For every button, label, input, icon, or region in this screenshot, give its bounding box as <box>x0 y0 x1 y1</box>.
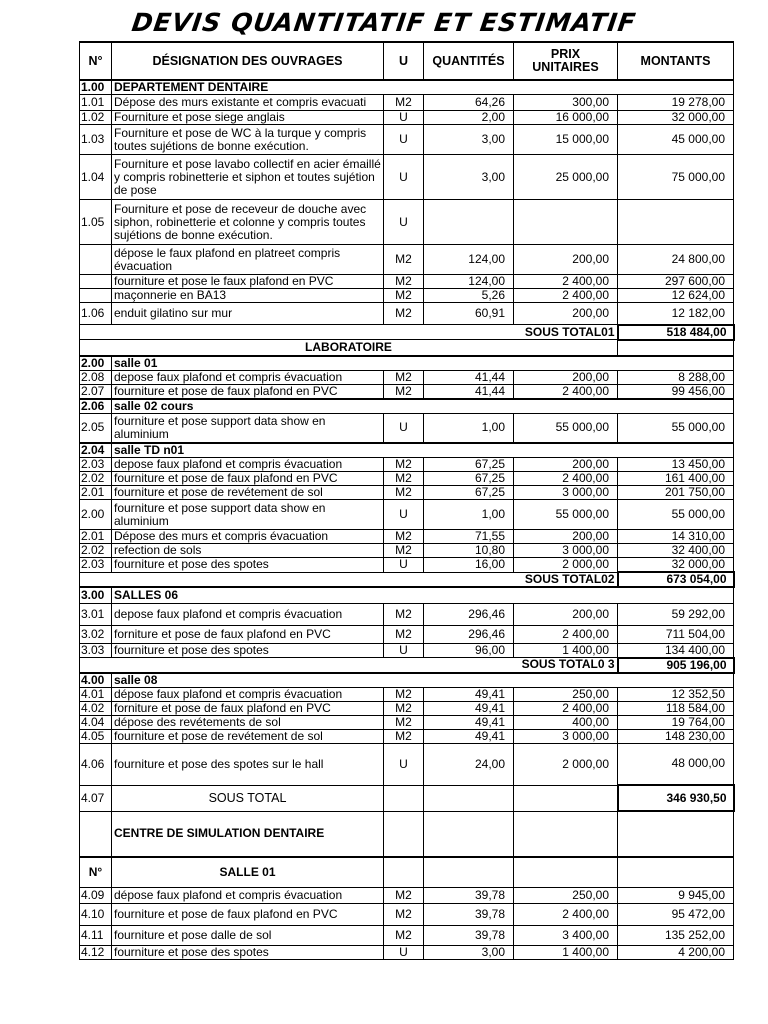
subtotal-label: SOUS TOTAL01 <box>80 325 618 340</box>
item-amount: 135 252,00 <box>618 925 734 945</box>
item-code: 4.09 <box>80 887 112 903</box>
item-designation: forniture et pose de faux plafond en PVC <box>112 701 384 715</box>
item-unit: U <box>384 413 424 443</box>
item-designation: fourniture et pose de faux plafond en PVC <box>112 384 384 399</box>
table-row <box>80 558 734 573</box>
item-amount: 297 600,00 <box>618 275 734 289</box>
item-designation: fourniture et pose des spotes sur le hall <box>112 743 384 785</box>
item-unit-price: 2 400,00 <box>514 289 618 303</box>
subtotal-row <box>80 572 734 587</box>
item-quantity: 3,00 <box>424 155 514 200</box>
item-unit: M2 <box>384 370 424 384</box>
table-row <box>80 303 734 325</box>
header-unit-price: PRIX UNITAIRES <box>514 42 618 80</box>
estimate-table <box>79 41 735 960</box>
item-amount: 19 278,00 <box>618 95 734 111</box>
table-row <box>80 472 734 486</box>
section-code: 2.06 <box>80 399 112 414</box>
item-unit-price: 15 000,00 <box>514 125 618 155</box>
item-quantity: 49,41 <box>424 715 514 729</box>
empty-cell <box>384 785 424 811</box>
item-unit-price: 25 000,00 <box>514 155 618 200</box>
item-unit-price: 55 000,00 <box>514 413 618 443</box>
table-row <box>80 625 734 643</box>
item-unit-price <box>514 200 618 245</box>
header-quantity: QUANTITÉS <box>424 42 514 80</box>
item-amount: 32 000,00 <box>618 111 734 125</box>
item-code: 2.02 <box>80 544 112 558</box>
item-unit-price: 1 400,00 <box>514 643 618 658</box>
item-amount <box>618 200 734 245</box>
item-amount: 32 400,00 <box>618 544 734 558</box>
item-amount: 95 472,00 <box>618 903 734 925</box>
item-code <box>80 245 112 275</box>
section-code: 4.00 <box>80 673 112 688</box>
item-quantity: 24,00 <box>424 743 514 785</box>
item-code: 2.03 <box>80 558 112 573</box>
item-code: 1.04 <box>80 155 112 200</box>
item-unit-price: 200,00 <box>514 245 618 275</box>
room-no-label: N° <box>80 857 112 887</box>
table-row <box>80 887 734 903</box>
empty-cell <box>514 857 618 887</box>
table-row <box>80 486 734 500</box>
item-designation: Fourniture et pose siege anglais <box>112 111 384 125</box>
item-quantity: 49,41 <box>424 687 514 701</box>
empty-cell <box>514 811 618 857</box>
item-code: 4.10 <box>80 903 112 925</box>
table-row <box>80 200 734 245</box>
table-row <box>80 530 734 544</box>
item-designation: dépose le faux plafond en platreet compris évacuation <box>112 245 384 275</box>
item-code: 1.03 <box>80 125 112 155</box>
item-amount: 75 000,00 <box>618 155 734 200</box>
item-amount: 201 750,00 <box>618 486 734 500</box>
item-quantity: 124,00 <box>424 245 514 275</box>
item-unit: M2 <box>384 687 424 701</box>
item-quantity: 296,46 <box>424 625 514 643</box>
item-designation: fourniture et pose dalle de sol <box>112 925 384 945</box>
table-row <box>80 458 734 472</box>
item-designation: fourniture et pose de faux plafond en PVC <box>112 903 384 925</box>
item-code: 4.02 <box>80 701 112 715</box>
item-designation: fourniture et pose des spotes <box>112 945 384 959</box>
item-unit: U <box>384 200 424 245</box>
item-code: 2.02 <box>80 472 112 486</box>
item-unit-price: 250,00 <box>514 887 618 903</box>
table-row <box>80 289 734 303</box>
item-designation: fourniture et pose des spotes <box>112 643 384 658</box>
item-code: 4.04 <box>80 715 112 729</box>
table-row <box>80 275 734 289</box>
table-row <box>80 603 734 625</box>
item-code <box>80 289 112 303</box>
item-unit-price: 2 000,00 <box>514 743 618 785</box>
item-amount: 55 000,00 <box>618 500 734 530</box>
subtotal-row <box>80 785 734 811</box>
header-row <box>80 42 734 80</box>
table-row <box>80 544 734 558</box>
item-amount: 14 310,00 <box>618 530 734 544</box>
item-code: 4.11 <box>80 925 112 945</box>
item-unit-price: 400,00 <box>514 715 618 729</box>
item-amount: 55 000,00 <box>618 413 734 443</box>
item-quantity: 124,00 <box>424 275 514 289</box>
item-code: 4.01 <box>80 687 112 701</box>
item-unit: M2 <box>384 715 424 729</box>
item-quantity: 2,00 <box>424 111 514 125</box>
item-amount: 12 624,00 <box>618 289 734 303</box>
header-amount: MONTANTS <box>618 42 734 80</box>
item-quantity: 96,00 <box>424 643 514 658</box>
empty-cell <box>424 857 514 887</box>
header-designation: DÉSIGNATION DES OUVRAGES <box>112 42 384 80</box>
section-title: salle 08 <box>112 673 734 688</box>
table-row <box>80 111 734 125</box>
empty-cell <box>514 785 618 811</box>
item-quantity: 16,00 <box>424 558 514 573</box>
item-unit-price: 200,00 <box>514 303 618 325</box>
empty-cell <box>384 811 424 857</box>
item-code: 2.03 <box>80 458 112 472</box>
item-code: 3.02 <box>80 625 112 643</box>
empty-cell <box>618 340 734 356</box>
item-unit-price: 2 400,00 <box>514 275 618 289</box>
subtotal-amount: 905 196,00 <box>618 658 734 673</box>
empty-cell <box>618 857 734 887</box>
item-amount: 24 800,00 <box>618 245 734 275</box>
item-unit: M2 <box>384 925 424 945</box>
section-row <box>80 587 734 603</box>
item-code: 4.05 <box>80 729 112 743</box>
item-unit: M2 <box>384 603 424 625</box>
item-code: 2.01 <box>80 530 112 544</box>
table-row <box>80 95 734 111</box>
item-quantity: 1,00 <box>424 500 514 530</box>
item-quantity: 41,44 <box>424 370 514 384</box>
empty-cell <box>80 811 112 857</box>
item-quantity: 71,55 <box>424 530 514 544</box>
item-amount: 134 400,00 <box>618 643 734 658</box>
item-unit: M2 <box>384 95 424 111</box>
item-quantity: 3,00 <box>424 945 514 959</box>
section-code: 3.00 <box>80 587 112 603</box>
item-unit-price: 2 400,00 <box>514 903 618 925</box>
item-unit-price: 2 400,00 <box>514 701 618 715</box>
item-unit-price: 2 400,00 <box>514 472 618 486</box>
item-quantity: 3,00 <box>424 125 514 155</box>
section-code: 1.00 <box>80 80 112 95</box>
item-amount: 13 450,00 <box>618 458 734 472</box>
item-code: 1.05 <box>80 200 112 245</box>
item-unit: M2 <box>384 544 424 558</box>
subtotal-label: SOUS TOTAL0 3 <box>80 658 618 673</box>
item-unit: M2 <box>384 729 424 743</box>
table-row <box>80 155 734 200</box>
item-quantity: 10,80 <box>424 544 514 558</box>
table-row <box>80 715 734 729</box>
empty-cell <box>424 811 514 857</box>
room-title: SALLE 01 <box>112 857 384 887</box>
section-row <box>80 356 734 371</box>
empty-cell <box>618 811 734 857</box>
item-unit: U <box>384 125 424 155</box>
item-code: 2.00 <box>80 500 112 530</box>
item-amount: 4 200,00 <box>618 945 734 959</box>
section-title: salle 01 <box>112 356 734 371</box>
item-designation: fourniture et pose support data show en aluminium <box>112 500 384 530</box>
item-designation: fourniture et pose de revétement de sol <box>112 486 384 500</box>
department-title: CENTRE DE SIMULATION DENTAIRE <box>112 811 384 857</box>
item-unit: U <box>384 155 424 200</box>
item-code: 1.06 <box>80 303 112 325</box>
subtotal-row <box>80 325 734 340</box>
section-row <box>80 399 734 414</box>
item-designation: dépose faux plafond et compris évacuation <box>112 687 384 701</box>
item-quantity: 296,46 <box>424 603 514 625</box>
item-unit-price: 1 400,00 <box>514 945 618 959</box>
department-heading <box>80 811 734 857</box>
table-row <box>80 945 734 959</box>
item-code: 2.08 <box>80 370 112 384</box>
item-amount: 19 764,00 <box>618 715 734 729</box>
item-quantity: 67,25 <box>424 472 514 486</box>
item-amount: 711 504,00 <box>618 625 734 643</box>
table-row <box>80 925 734 945</box>
item-unit-price: 3 000,00 <box>514 729 618 743</box>
table-row <box>80 701 734 715</box>
item-unit-price: 3 400,00 <box>514 925 618 945</box>
item-code: 2.01 <box>80 486 112 500</box>
item-designation: Fourniture et pose lavabo collectif en acier émaillé y compris robinetterie et siphon et toutes sujétion de pose <box>112 155 384 200</box>
item-designation: forniture et pose de faux plafond en PVC <box>112 625 384 643</box>
table-row <box>80 687 734 701</box>
subtotal-row <box>80 658 734 673</box>
item-unit: M2 <box>384 245 424 275</box>
table-row <box>80 245 734 275</box>
item-amount: 32 000,00 <box>618 558 734 573</box>
section-code: 2.04 <box>80 443 112 458</box>
table-row <box>80 125 734 155</box>
item-designation: Fourniture et pose de receveur de douche avec siphon, robinetterie et colonne y compris toutes sujétions de bonne exécution. <box>112 200 384 245</box>
item-amount: 161 400,00 <box>618 472 734 486</box>
table-row <box>80 743 734 785</box>
item-designation: dépose faux plafond et compris évacuation <box>112 887 384 903</box>
subtotal-label: SOUS TOTAL <box>112 785 384 811</box>
subtotal-label: SOUS TOTAL02 <box>80 572 618 587</box>
subtotal-amount: 673 054,00 <box>618 572 734 587</box>
item-unit: M2 <box>384 701 424 715</box>
item-quantity: 49,41 <box>424 729 514 743</box>
table-row <box>80 500 734 530</box>
table-row <box>80 370 734 384</box>
item-amount: 45 000,00 <box>618 125 734 155</box>
item-unit-price: 55 000,00 <box>514 500 618 530</box>
item-amount: 118 584,00 <box>618 701 734 715</box>
header-no: N° <box>80 42 112 80</box>
item-unit-price: 2 400,00 <box>514 384 618 399</box>
item-code: 1.02 <box>80 111 112 125</box>
table-row <box>80 413 734 443</box>
item-unit-price: 200,00 <box>514 530 618 544</box>
item-quantity: 67,25 <box>424 458 514 472</box>
item-code: 3.03 <box>80 643 112 658</box>
item-code: 1.01 <box>80 95 112 111</box>
item-unit: M2 <box>384 530 424 544</box>
item-designation: fourniture et pose le faux plafond en PVC <box>112 275 384 289</box>
empty-cell <box>424 785 514 811</box>
section-title: salle 02 cours <box>112 399 734 414</box>
item-code: 4.06 <box>80 743 112 785</box>
item-amount: 48 000,00 <box>618 743 734 785</box>
item-code: 2.05 <box>80 413 112 443</box>
section-title: SALLES 06 <box>112 587 734 603</box>
section-row <box>80 443 734 458</box>
item-amount: 8 288,00 <box>618 370 734 384</box>
section-code: 2.00 <box>80 356 112 371</box>
item-quantity: 60,91 <box>424 303 514 325</box>
item-unit: M2 <box>384 275 424 289</box>
item-unit: M2 <box>384 625 424 643</box>
item-quantity <box>424 200 514 245</box>
item-quantity: 67,25 <box>424 486 514 500</box>
item-unit: M2 <box>384 289 424 303</box>
section-title: salle TD n01 <box>112 443 734 458</box>
table-row <box>80 903 734 925</box>
item-unit: U <box>384 558 424 573</box>
item-designation: depose faux plafond et compris évacuation <box>112 458 384 472</box>
item-quantity: 1,00 <box>424 413 514 443</box>
item-unit: U <box>384 945 424 959</box>
department-heading <box>80 340 734 356</box>
room-heading <box>80 857 734 887</box>
section-row <box>80 80 734 95</box>
item-amount: 148 230,00 <box>618 729 734 743</box>
item-quantity: 64,26 <box>424 95 514 111</box>
item-unit: M2 <box>384 384 424 399</box>
item-unit-price: 200,00 <box>514 458 618 472</box>
item-quantity: 39,78 <box>424 925 514 945</box>
item-unit-price: 200,00 <box>514 370 618 384</box>
section-row <box>80 673 734 688</box>
item-designation: Dépose des murs existante et compris evacuati <box>112 95 384 111</box>
item-designation: fourniture et pose de faux plafond en PVC <box>112 472 384 486</box>
table-row <box>80 729 734 743</box>
item-code: 2.07 <box>80 384 112 399</box>
header-unit: U <box>384 42 424 80</box>
subtotal-amount: 518 484,00 <box>618 325 734 340</box>
item-unit-price: 200,00 <box>514 603 618 625</box>
item-code: 4.12 <box>80 945 112 959</box>
item-designation: Fourniture et pose de WC à la turque y compris toutes sujétions de bonne exécution. <box>112 125 384 155</box>
item-code <box>80 275 112 289</box>
table-row <box>80 384 734 399</box>
item-unit: U <box>384 743 424 785</box>
item-unit-price: 16 000,00 <box>514 111 618 125</box>
item-quantity: 39,78 <box>424 903 514 925</box>
item-unit: M2 <box>384 458 424 472</box>
empty-cell <box>384 857 424 887</box>
item-unit-price: 250,00 <box>514 687 618 701</box>
item-designation: Dépose des murs et compris évacuation <box>112 530 384 544</box>
item-designation: depose faux plafond et compris évacuation <box>112 603 384 625</box>
item-quantity: 39,78 <box>424 887 514 903</box>
item-designation: fourniture et pose support data show en aluminium <box>112 413 384 443</box>
item-unit-price: 2 000,00 <box>514 558 618 573</box>
item-unit: M2 <box>384 887 424 903</box>
section-title: DEPARTEMENT DENTAIRE <box>112 80 734 95</box>
table-row <box>80 643 734 658</box>
item-designation: depose faux plafond et compris évacuation <box>112 370 384 384</box>
item-amount: 9 945,00 <box>618 887 734 903</box>
item-unit: U <box>384 500 424 530</box>
item-unit: U <box>384 643 424 658</box>
item-designation: fourniture et pose des spotes <box>112 558 384 573</box>
item-designation: dépose des revétements de sol <box>112 715 384 729</box>
page-title: DEVIS QUANTITATIF ET ESTIMATIF <box>130 8 639 37</box>
item-unit-price: 300,00 <box>514 95 618 111</box>
item-quantity: 49,41 <box>424 701 514 715</box>
item-amount: 99 456,00 <box>618 384 734 399</box>
item-code: 4.07 <box>80 785 112 811</box>
item-quantity: 5,26 <box>424 289 514 303</box>
item-unit: M2 <box>384 486 424 500</box>
item-unit: U <box>384 111 424 125</box>
item-designation: maçonnerie en BA13 <box>112 289 384 303</box>
item-amount: 12 352,50 <box>618 687 734 701</box>
item-amount: 59 292,00 <box>618 603 734 625</box>
item-unit: M2 <box>384 472 424 486</box>
item-unit-price: 2 400,00 <box>514 625 618 643</box>
item-unit: M2 <box>384 903 424 925</box>
item-unit-price: 3 000,00 <box>514 486 618 500</box>
item-unit-price: 3 000,00 <box>514 544 618 558</box>
item-designation: fourniture et pose de revétement de sol <box>112 729 384 743</box>
item-designation: enduit gilatino sur mur <box>112 303 384 325</box>
item-designation: refection de sols <box>112 544 384 558</box>
item-code: 3.01 <box>80 603 112 625</box>
item-amount: 12 182,00 <box>618 303 734 325</box>
item-unit: M2 <box>384 303 424 325</box>
department-title: LABORATOIRE <box>80 340 618 356</box>
subtotal-amount: 346 930,50 <box>618 785 734 811</box>
item-quantity: 41,44 <box>424 384 514 399</box>
